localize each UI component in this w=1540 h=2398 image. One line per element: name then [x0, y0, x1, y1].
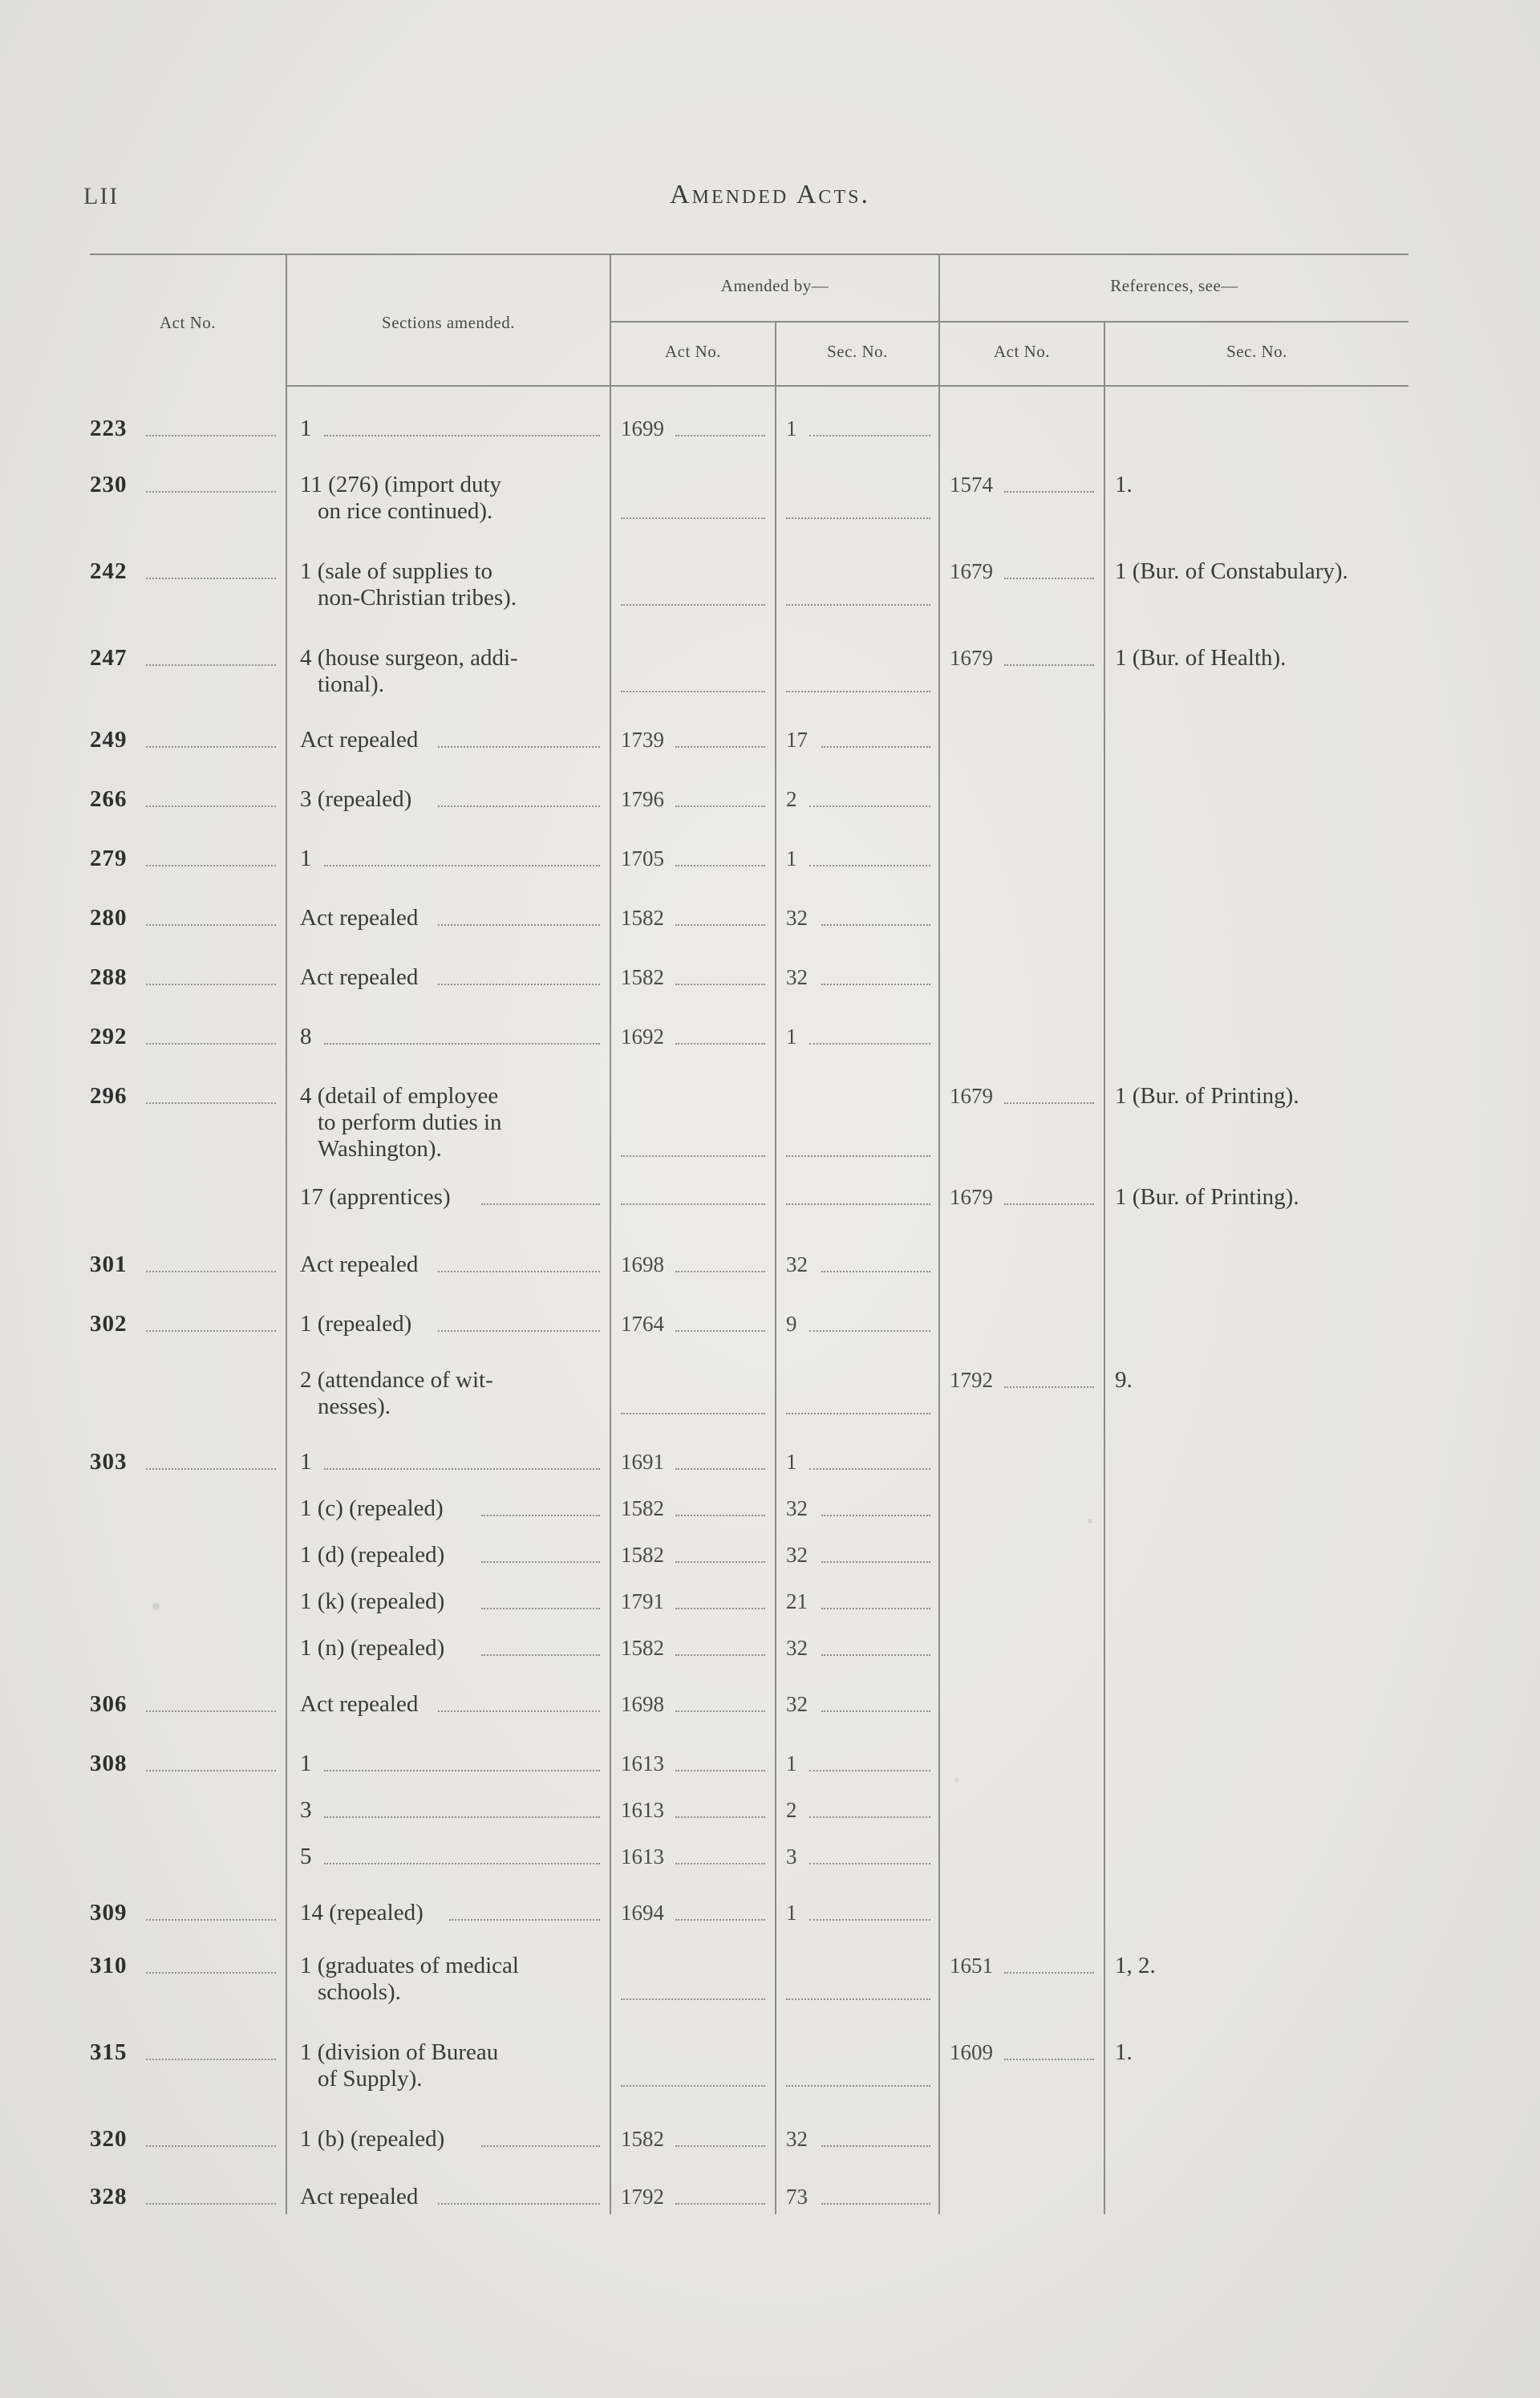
section-amended-text: 1 (n) (repealed) — [300, 1635, 445, 1661]
amended-section-number: 2 — [786, 1798, 797, 1822]
leader-dots — [146, 2203, 276, 2205]
table-row — [90, 1589, 1408, 1615]
table-row — [90, 472, 1408, 525]
leader-dots — [146, 2059, 276, 2060]
section-amended-text: 1 (repealed) — [300, 1311, 412, 1337]
leader-dots — [324, 1816, 600, 1818]
leader-dots — [146, 1468, 276, 1470]
leader-dots — [146, 435, 276, 436]
table-row — [90, 1844, 1408, 1870]
paper-blemish — [152, 1603, 160, 1610]
leader-dots — [438, 924, 600, 926]
leader-dots — [1004, 664, 1094, 666]
leader-dots — [146, 1102, 276, 1104]
amended-act-number: 1613 — [621, 1844, 664, 1868]
leader-dots — [1004, 1102, 1094, 1104]
act-number: 296 — [90, 1083, 128, 1109]
table-row — [90, 1542, 1408, 1568]
leader-dots — [438, 746, 600, 748]
section-amended-text: 3 — [300, 1797, 312, 1823]
table-row — [90, 1635, 1408, 1662]
leader-dots — [481, 2145, 600, 2147]
section-amended-text: 1 (b) (repealed) — [300, 2126, 445, 2152]
table-row — [90, 1024, 1408, 1050]
leader-dots — [809, 1816, 930, 1818]
section-amended-text: 1 — [300, 1751, 312, 1776]
leader-dots — [324, 1863, 600, 1864]
leader-dots — [675, 1515, 765, 1516]
leader-dots — [821, 1271, 930, 1272]
reference-section-number: 9. — [1115, 1367, 1133, 1393]
table-row — [90, 1751, 1408, 1777]
leader-dots — [809, 1468, 930, 1470]
leader-dots — [786, 691, 930, 692]
section-amended-text: 1 (c) (repealed) — [300, 1495, 444, 1521]
table-row — [90, 1252, 1408, 1278]
leader-dots — [146, 1710, 276, 1712]
header-ref-sec-no: Sec. No. — [1226, 342, 1287, 361]
leader-dots — [675, 984, 765, 985]
table-row — [90, 786, 1408, 813]
reference-act-number: 1679 — [950, 559, 993, 583]
leader-dots — [146, 1271, 276, 1272]
section-amended-text: 5 — [300, 1844, 312, 1869]
leader-dots — [821, 2145, 930, 2147]
amended-act-number: 1764 — [621, 1312, 664, 1336]
leader-dots — [786, 1155, 930, 1157]
section-amended-text: 17 (apprentices) — [300, 1184, 451, 1210]
leader-dots — [324, 435, 600, 436]
leader-dots — [1004, 491, 1094, 493]
header-subrule-references — [940, 321, 1408, 323]
leader-dots — [621, 691, 765, 692]
header-amended-sec-no: Sec. No. — [827, 342, 888, 361]
header-amended-by: Amended by— — [720, 276, 829, 295]
reference-section-number: 1, 2. — [1115, 1953, 1156, 1978]
amended-act-number: 1791 — [621, 1589, 664, 1613]
table-row — [90, 1797, 1408, 1824]
amended-act-number: 1582 — [621, 1543, 664, 1567]
leader-dots — [675, 1710, 765, 1712]
amended-section-number: 32 — [786, 1252, 808, 1276]
table-row — [90, 1953, 1408, 2006]
reference-act-number: 1679 — [950, 1084, 993, 1108]
leader-dots — [786, 1413, 930, 1414]
amended-act-number: 1582 — [621, 2127, 664, 2151]
leader-dots — [621, 604, 765, 606]
table-row — [90, 416, 1408, 442]
leader-dots — [809, 1770, 930, 1771]
table-row — [90, 1900, 1408, 1926]
amended-act-number: 1796 — [621, 787, 664, 811]
section-amended-text: Act repealed — [300, 727, 419, 753]
amended-section-number: 32 — [786, 1543, 808, 1567]
act-number: 320 — [90, 2126, 128, 2152]
leader-dots — [675, 924, 765, 926]
amended-section-number: 73 — [786, 2185, 808, 2209]
leader-dots — [821, 746, 930, 748]
leader-dots — [809, 1330, 930, 1332]
leader-dots — [324, 865, 600, 866]
leader-dots — [146, 578, 276, 579]
reference-act-number: 1609 — [950, 2040, 993, 2064]
leader-dots — [621, 1998, 765, 2000]
leader-dots — [1004, 1386, 1094, 1388]
amended-act-number: 1613 — [621, 1798, 664, 1822]
leader-dots — [146, 1919, 276, 1921]
leader-dots — [675, 1330, 765, 1332]
table-row — [90, 1083, 1408, 1162]
reference-act-number: 1574 — [950, 473, 993, 497]
section-amended-text: 8 — [300, 1024, 312, 1049]
act-number: 308 — [90, 1751, 128, 1776]
act-number: 315 — [90, 2039, 128, 2065]
leader-dots — [821, 2203, 930, 2205]
leader-dots — [621, 1203, 765, 1205]
amended-section-number: 1 — [786, 416, 797, 440]
leader-dots — [438, 1271, 600, 1272]
amended-section-number: 32 — [786, 1692, 808, 1716]
table-row — [90, 846, 1408, 872]
paper-blemish — [1088, 1519, 1092, 1524]
reference-act-number: 1679 — [950, 1185, 993, 1209]
section-amended-text: Washington). — [318, 1136, 442, 1162]
leader-dots — [675, 1654, 765, 1656]
table-row — [90, 1691, 1408, 1718]
leader-dots — [146, 805, 276, 807]
leader-dots — [821, 1561, 930, 1563]
table-row — [90, 1367, 1408, 1420]
leader-dots — [1004, 2059, 1094, 2060]
reference-act-number: 1679 — [950, 646, 993, 670]
leader-dots — [481, 1203, 600, 1205]
leader-dots — [449, 1919, 601, 1921]
leader-dots — [786, 2085, 930, 2087]
leader-dots — [809, 805, 930, 807]
section-amended-text: tional). — [318, 672, 384, 697]
section-amended-text: 1 (sale of supplies to — [300, 558, 493, 584]
amended-act-number: 1613 — [621, 1751, 664, 1775]
leader-dots — [438, 805, 600, 807]
amended-section-number: 21 — [786, 1589, 808, 1613]
leader-dots — [675, 1863, 765, 1864]
section-amended-text: Act repealed — [300, 964, 419, 990]
section-amended-text: 4 (house surgeon, addi- — [300, 645, 518, 671]
leader-dots — [675, 1468, 765, 1470]
leader-dots — [821, 1515, 930, 1516]
reference-section-number: 1. — [1115, 472, 1133, 497]
leader-dots — [146, 984, 276, 985]
section-amended-text: 11 (276) (import duty — [300, 472, 502, 497]
section-amended-text: schools). — [318, 1979, 401, 2005]
leader-dots — [621, 517, 765, 519]
leader-dots — [821, 1608, 930, 1609]
section-amended-text: of Supply). — [318, 2066, 423, 2092]
act-number: 292 — [90, 1024, 128, 1049]
header-amended-act-no: Act No. — [665, 342, 721, 361]
amended-section-number: 1 — [786, 1025, 797, 1049]
table-row — [90, 558, 1408, 611]
act-number: 310 — [90, 1953, 128, 1978]
leader-dots — [821, 1654, 930, 1656]
section-amended-text: 1 (division of Bureau — [300, 2039, 499, 2065]
leader-dots — [481, 1608, 600, 1609]
amended-act-number: 1691 — [621, 1450, 664, 1474]
leader-dots — [1004, 1203, 1094, 1205]
leader-dots — [324, 1043, 600, 1045]
amended-section-number: 1 — [786, 1751, 797, 1775]
leader-dots — [481, 1654, 600, 1656]
table-row — [90, 1449, 1408, 1475]
table-row — [90, 2039, 1408, 2092]
section-amended-text: 1 — [300, 846, 312, 871]
leader-dots — [675, 865, 765, 866]
amended-section-number: 2 — [786, 787, 797, 811]
act-number: 306 — [90, 1691, 128, 1717]
amended-section-number: 32 — [786, 2127, 808, 2151]
header-act-no: Act No. — [160, 313, 216, 332]
amended-act-number: 1582 — [621, 965, 664, 989]
amended-act-number: 1582 — [621, 1496, 664, 1520]
leader-dots — [146, 664, 276, 666]
leader-dots — [146, 865, 276, 866]
section-amended-text: Act repealed — [300, 1252, 419, 1277]
act-number: 309 — [90, 1900, 128, 1925]
leader-dots — [146, 2145, 276, 2147]
leader-dots — [675, 435, 765, 436]
act-number: 247 — [90, 645, 128, 671]
section-amended-text: 1 (k) (repealed) — [300, 1589, 445, 1614]
amended-act-number: 1705 — [621, 846, 664, 870]
amended-act-number: 1582 — [621, 1636, 664, 1660]
leader-dots — [481, 1561, 600, 1563]
amended-act-number: 1694 — [621, 1901, 664, 1925]
amended-act-number: 1582 — [621, 906, 664, 930]
amended-act-number: 1699 — [621, 416, 664, 440]
section-amended-text: Act repealed — [300, 2184, 419, 2209]
table-row — [90, 727, 1408, 753]
leader-dots — [821, 984, 930, 985]
table-row — [90, 645, 1408, 698]
leader-dots — [809, 865, 930, 866]
leader-dots — [675, 1043, 765, 1045]
leader-dots — [675, 1608, 765, 1609]
act-number: 288 — [90, 964, 128, 990]
paper-blemish — [954, 1778, 958, 1782]
table-row — [90, 1311, 1408, 1337]
header-bottom-rule — [287, 385, 1408, 387]
act-number: 223 — [90, 416, 128, 441]
section-amended-text: non-Christian tribes). — [318, 585, 517, 611]
leader-dots — [438, 1710, 600, 1712]
amended-act-number: 1698 — [621, 1252, 664, 1276]
leader-dots — [786, 517, 930, 519]
reference-section-number: 1 (Bur. of Health). — [1115, 645, 1287, 671]
amended-act-number: 1698 — [621, 1692, 664, 1716]
amended-section-number: 17 — [786, 728, 808, 752]
act-number: 230 — [90, 472, 128, 497]
leader-dots — [438, 2203, 600, 2205]
amended-act-number: 1739 — [621, 728, 664, 752]
section-amended-text: 1 (graduates of medical — [300, 1953, 519, 1978]
amended-section-number: 32 — [786, 965, 808, 989]
page-number: LII — [83, 183, 120, 209]
leader-dots — [438, 1330, 600, 1332]
reference-section-number: 1 (Bur. of Constabulary). — [1115, 558, 1348, 584]
leader-dots — [621, 1155, 765, 1157]
act-number: 280 — [90, 905, 128, 931]
leader-dots — [146, 924, 276, 926]
section-amended-text: 1 (d) (repealed) — [300, 1542, 445, 1568]
leader-dots — [675, 1816, 765, 1818]
amended-act-number: 1692 — [621, 1025, 664, 1049]
leader-dots — [675, 805, 765, 807]
leader-dots — [146, 491, 276, 493]
reference-section-number: 1 (Bur. of Printing). — [1115, 1083, 1299, 1109]
table-row — [90, 2184, 1408, 2210]
section-amended-text: Act repealed — [300, 905, 419, 931]
reference-act-number: 1792 — [950, 1368, 993, 1392]
amended-section-number: 9 — [786, 1312, 797, 1336]
section-amended-text: 1 — [300, 416, 312, 441]
leader-dots — [675, 1561, 765, 1563]
amended-acts-table — [90, 255, 1408, 2221]
section-amended-text: Act repealed — [300, 1691, 419, 1717]
leader-dots — [809, 1863, 930, 1864]
section-amended-text: 1 — [300, 1449, 312, 1475]
section-amended-text: on rice continued). — [318, 498, 493, 524]
leader-dots — [1004, 1972, 1094, 1974]
page-title: Amended Acts. — [670, 180, 870, 209]
act-number: 303 — [90, 1449, 128, 1475]
table-row — [90, 905, 1408, 931]
leader-dots — [1004, 578, 1094, 579]
leader-dots — [481, 1515, 600, 1516]
section-amended-text: nesses). — [318, 1394, 391, 1419]
leader-dots — [146, 1330, 276, 1332]
table-row — [90, 1495, 1408, 1522]
reference-act-number: 1651 — [950, 1954, 993, 1978]
leader-dots — [675, 2203, 765, 2205]
amended-section-number: 32 — [786, 1496, 808, 1520]
leader-dots — [621, 1413, 765, 1414]
leader-dots — [621, 2085, 765, 2087]
section-amended-text: 3 (repealed) — [300, 786, 412, 812]
act-number: 302 — [90, 1311, 128, 1337]
amended-section-number: 1 — [786, 846, 797, 870]
leader-dots — [675, 1770, 765, 1771]
amended-section-number: 1 — [786, 1450, 797, 1474]
act-number: 249 — [90, 727, 128, 753]
section-amended-text: to perform duties in — [318, 1110, 502, 1135]
reference-section-number: 1 (Bur. of Printing). — [1115, 1184, 1299, 1210]
leader-dots — [675, 2145, 765, 2147]
section-amended-text: 14 (repealed) — [300, 1900, 424, 1925]
act-number: 301 — [90, 1252, 128, 1277]
amended-act-number: 1792 — [621, 2185, 664, 2209]
amended-section-number: 32 — [786, 906, 808, 930]
header-references: References, see— — [1110, 276, 1238, 295]
leader-dots — [809, 1919, 930, 1921]
leader-dots — [675, 1271, 765, 1272]
leader-dots — [438, 984, 600, 985]
leader-dots — [809, 1043, 930, 1045]
leader-dots — [786, 604, 930, 606]
leader-dots — [324, 1468, 600, 1470]
header-ref-act-no: Act No. — [994, 342, 1050, 361]
leader-dots — [786, 1998, 930, 2000]
header-sections-amended: Sections amended. — [382, 313, 515, 332]
amended-section-number: 32 — [786, 1636, 808, 1660]
leader-dots — [809, 435, 930, 436]
leader-dots — [675, 1919, 765, 1921]
leader-dots — [146, 746, 276, 748]
section-amended-text: 2 (attendance of wit- — [300, 1367, 493, 1393]
reference-section-number: 1. — [1115, 2039, 1133, 2065]
leader-dots — [146, 1972, 276, 1974]
amended-section-number: 3 — [786, 1844, 797, 1868]
section-amended-text: 4 (detail of employee — [300, 1083, 499, 1109]
act-number: 328 — [90, 2184, 128, 2209]
act-number: 279 — [90, 846, 128, 871]
table-row — [90, 964, 1408, 991]
leader-dots — [146, 1043, 276, 1045]
leader-dots — [675, 746, 765, 748]
table-row — [90, 2126, 1408, 2153]
act-number: 266 — [90, 786, 128, 812]
leader-dots — [786, 1203, 930, 1205]
act-number: 242 — [90, 558, 128, 584]
table-row — [90, 1184, 1408, 1211]
leader-dots — [821, 924, 930, 926]
leader-dots — [821, 1710, 930, 1712]
leader-dots — [146, 1770, 276, 1771]
leader-dots — [324, 1770, 600, 1771]
amended-section-number: 1 — [786, 1901, 797, 1925]
